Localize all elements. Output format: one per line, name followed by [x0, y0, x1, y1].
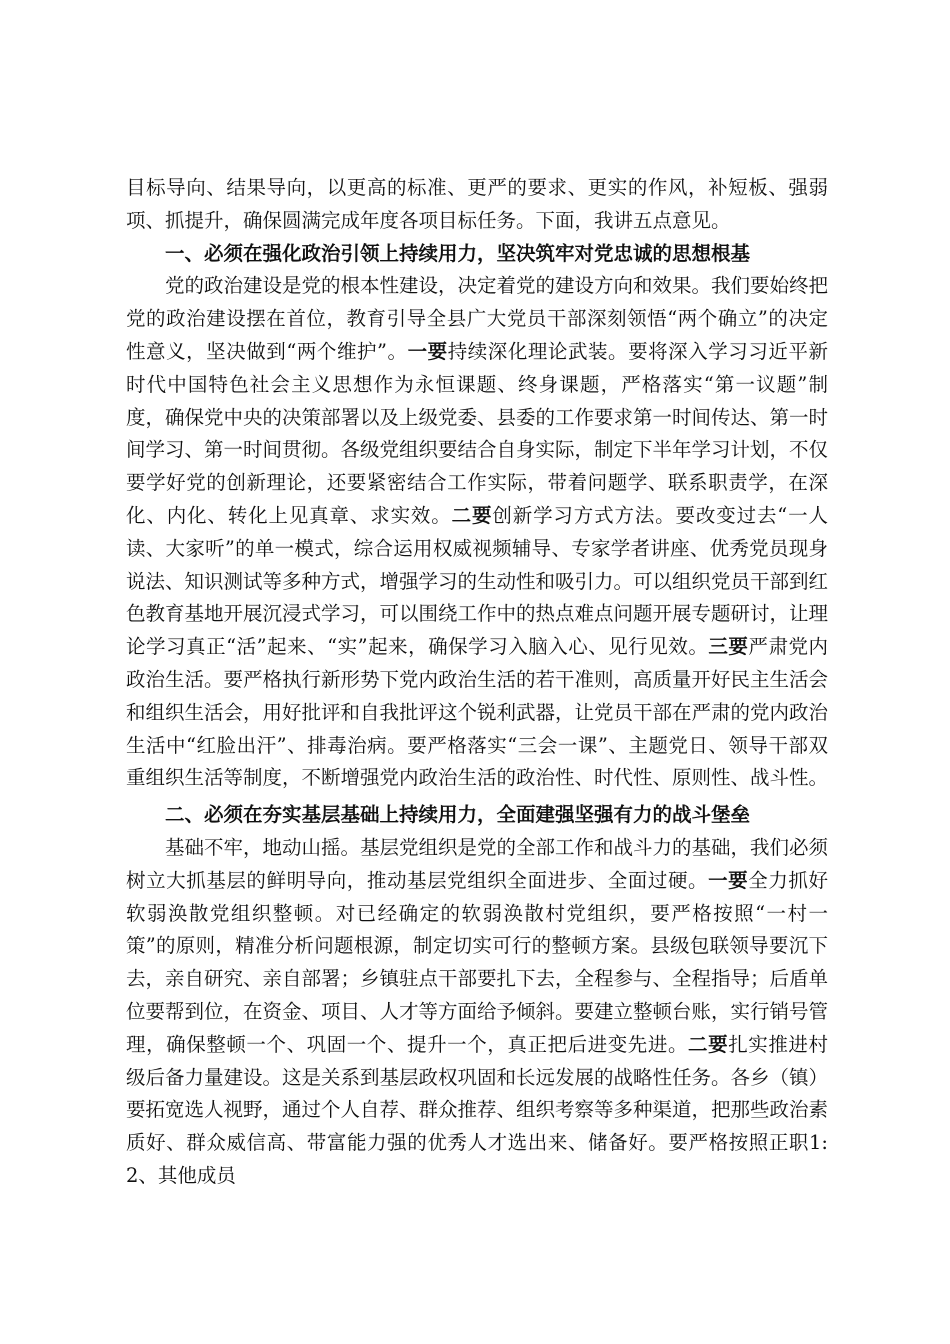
document-page	[126, 172, 828, 1193]
section-1-key-3: 三要	[708, 635, 749, 659]
section-1-text-2: 创新学习方式方法。要改变过去“一人读、大家听”的单一模式，综合运用权威视频辅导、专家学者讲座、优秀党员现身说法、知识测试等多种方式，增强学习的生动性和吸引力。可以组织党员干部到红色教育基地开展沉浸式学习，可以围绕工作中的热点难点问题开展专题研讨，让理论学习真正“活”起来、“实”起来，确保学习入脑入心、见行见效。	[126, 503, 829, 659]
section-1-lead-text: 党的政治建设是党的根本性建设，决定着党的建设方向和效果。我们要始终把党的政治建设摆在首位，教育引导全县广大党员干部深刻领悟“两个确立”的决定性意义，坚决做到“两个维护”。	[126, 274, 829, 363]
section-1-heading: 一、必须在强化政治引领上持续用力，坚决筑牢对党忠诚的思想根基	[165, 241, 751, 265]
section-1-text-3: 严肃党内政治生活。要严格执行新形势下党内政治生活的若干准则，高质量开好民主生活会和组织生活会，用好批评和自我批评这个锐利武器，让党员干部在严肃的党内政治生活中“红脸出汗”、排毒治病。要严格落实“三会一课”、主题党日、领导干部双重组织生活等制度，不断增强党内政治生活的政治性、时代性、原则性、战斗性。	[126, 635, 829, 790]
section-2-lead-text: 基础不牢，地动山摇。基层党组织是党的全部工作和战斗力的基础，我们必须树立大抓基层的鲜明导向，推动基层党组织全面进步、全面过硬。	[126, 835, 829, 892]
section-1-paragraph	[126, 270, 828, 795]
section-2-text-2: 扎实推进村级后备力量建设。这是关系到基层政权巩固和长远发展的战略性任务。各乡（镇）要拓宽选人视野，通过个人自荐、群众推荐、组织考察等多种渠道，把那些政治素质好、群众威信高、带富能力强的优秀人才选出来、储备好。要严格按照正职1:2、其他成员	[126, 1032, 829, 1187]
section-1-key-1: 一要	[407, 339, 448, 363]
section-1-key-2: 二要	[451, 503, 493, 527]
section-1-text-1: 持续深化理论武装。要将深入学习习近平新时代中国特色社会主义思想作为永恒课题、终身课题，严格落实“第一议题”制度，确保党中央的决策部署以及上级党委、县委的工作要求第一时间传达、第一时间学习、第一时间贯彻。各级党组织要结合自身实际，制定下半年学习计划，不仅要学好党的创新理论，还要紧密结合工作实际，带着问题学、联系职责学，在深化、内化、转化上见真章、求实效。	[126, 339, 829, 527]
intro-paragraph: 目标导向、结果导向，以更高的标准、更严的要求、更实的作风，补短板、强弱项、抓提升，确保圆满完成年度各项目标任务。下面，我讲五点意见。	[126, 176, 828, 232]
section-2-paragraph	[126, 832, 828, 1193]
section-2-key-1: 一要	[708, 868, 749, 892]
section-2-heading: 二、必须在夯实基层基础上持续用力，全面建强坚强有力的战斗堡垒	[165, 803, 751, 827]
section-2-text-1: 全力抓好软弱涣散党组织整顿。对已经确定的软弱涣散村党组织，要严格按照“一村一策”的原则，精准分析问题根源，制定切实可行的整顿方案。县级包联领导要沉下去，亲自研究、亲自部署；乡镇驻点干部要扎下去，全程参与、全程指导；后盾单位要帮到位，在资金、项目、人才等方面给予倾斜。要建立整顿台账，实行销号管理，确保整顿一个、巩固一个、提升一个，真正把后进变先进。	[126, 868, 829, 1056]
section-2-key-2: 二要	[688, 1032, 729, 1056]
